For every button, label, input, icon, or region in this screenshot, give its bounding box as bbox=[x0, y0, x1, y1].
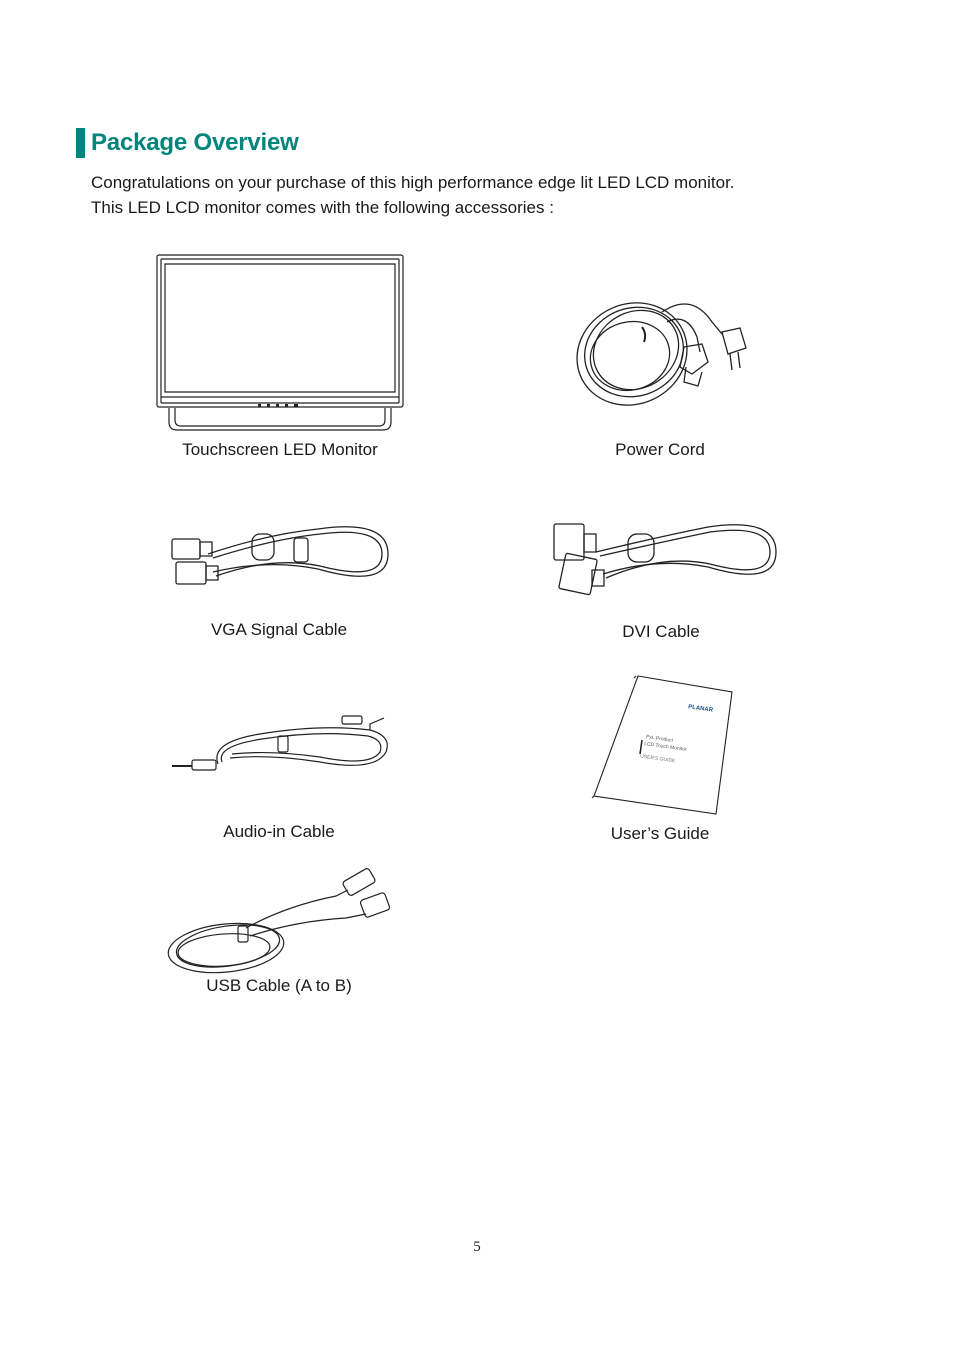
caption-dvi-cable: DVI Cable bbox=[622, 622, 700, 641]
dvi-cable-illustration bbox=[548, 512, 780, 598]
usb-cable-illustration bbox=[166, 866, 396, 976]
section-heading bbox=[76, 128, 299, 158]
audio-cable-illustration bbox=[170, 712, 392, 778]
power-cord-illustration bbox=[572, 282, 752, 412]
page-title: Package Overview bbox=[91, 129, 299, 156]
guide-label: USER'S GUIDE bbox=[639, 753, 676, 765]
caption-power-cord: Power Cord bbox=[615, 440, 705, 459]
caption-vga-cable: VGA Signal Cable bbox=[210, 620, 348, 639]
accessory-vga-cable bbox=[168, 514, 392, 639]
intro-line-2: This LED LCD monitor comes with the following accessories : bbox=[91, 198, 554, 217]
vga-cable-illustration bbox=[168, 514, 392, 594]
intro-line-1: Congratulations on your purchase of this high performance edge lit LED LCD monitor. bbox=[91, 173, 735, 192]
caption-audio-cable: Audio-in Cable bbox=[223, 822, 335, 841]
intro-paragraph bbox=[91, 170, 735, 220]
page-number: 5 bbox=[473, 1239, 481, 1255]
caption-monitor: Touchscreen LED Monitor bbox=[182, 440, 378, 459]
accessory-user-guide bbox=[590, 674, 736, 843]
caption-user-guide: User’s Guide bbox=[610, 824, 710, 843]
accessory-monitor bbox=[155, 254, 405, 459]
heading-accent-bar bbox=[76, 128, 85, 158]
accessory-usb-cable bbox=[166, 866, 396, 995]
caption-usb-cable: USB Cable (A to B) bbox=[206, 976, 352, 995]
accessory-audio-cable bbox=[170, 712, 392, 841]
guide-line-1: PxL Product bbox=[645, 734, 674, 744]
accessory-power-cord bbox=[572, 282, 752, 459]
accessory-dvi-cable bbox=[548, 512, 780, 641]
guide-line-2: LCD Touch Monitor bbox=[643, 741, 687, 753]
monitor-illustration bbox=[155, 254, 405, 434]
guide-brand: PLANAR bbox=[687, 704, 714, 714]
